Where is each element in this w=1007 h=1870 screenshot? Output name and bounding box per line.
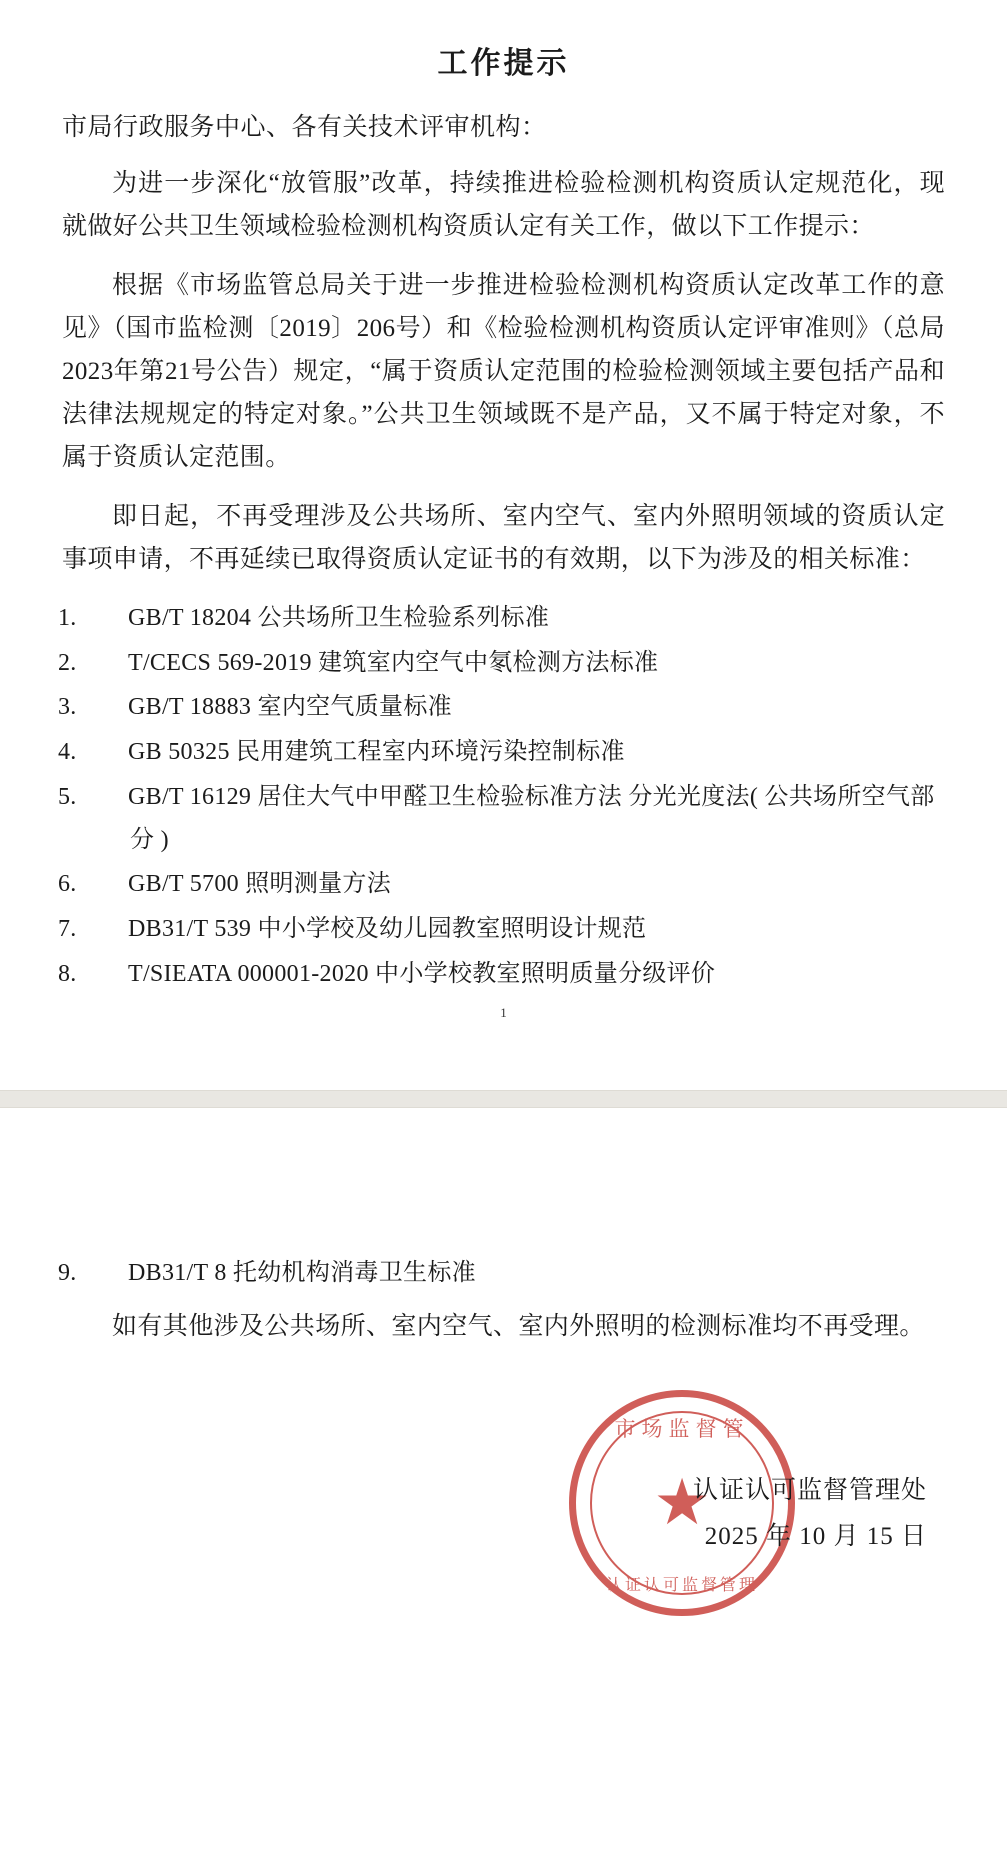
list-item-label: T/SIEATA 000001-2020 中小学校教室照明质量分级评价 — [128, 960, 716, 987]
list-item — [58, 686, 945, 729]
signature-date: 2025 年 10 月 15 日 — [704, 1522, 927, 1550]
list-item-number: 4. — [58, 739, 77, 766]
body-paragraph-3: 即日起，不再受理涉及公共场所、室内空气、室内外照明领域的资质认定事项申请，不再延续已取得资质认定证书的有效期，以下为涉及的相关标准： — [62, 503, 945, 573]
list-item-label: GB/T 5700 照明测量方法 — [128, 871, 392, 898]
list-item — [58, 776, 945, 861]
list-item — [58, 953, 945, 996]
seal-star-icon: ★ — [653, 1466, 711, 1538]
page-number-footer: 1 — [500, 1005, 507, 1021]
list-item-number: 7. — [58, 916, 77, 943]
list-item — [58, 731, 945, 774]
body-paragraph-2: 根据《市场监管总局关于进一步推进检验检测机构资质认定改革工作的意见》（国市监检测〔2019〕206号）和《检验检测机构资质认定评审准则》（总局2023年第21号公告）规定，“属于资质认定范围的检验检测领域主要包括产品和法律法规规定的特定对象。”公共卫生领域既不是产品，又不属于特定对象，不属于资质认定范围。 — [62, 272, 945, 471]
list-item-label: DB31/T 539 中小学校及幼儿园教室照明设计规范 — [128, 916, 647, 943]
signature-department: 认证认可监督管理处 — [692, 1476, 927, 1504]
list-item-label: DB31/T 8 托幼机构消毒卫生标准 — [128, 1260, 476, 1286]
list-item-number: 3. — [58, 694, 77, 721]
list-item — [58, 597, 945, 640]
seal-arc-bottom-text: 认证认可监督管理 — [605, 1576, 758, 1594]
list-item-number: 9. — [58, 1260, 77, 1286]
list-item-number: 8. — [58, 960, 77, 987]
list-item-number: 1. — [58, 605, 77, 631]
body-paragraph-1: 为进一步深化“放管服”改革，持续推进检验检测机构资质认定规范化，现就做好公共卫生领域检验检测机构资质认定有关工作，做以下工作提示： — [62, 170, 945, 240]
seal-arc-top-text: 市场监督管 — [614, 1416, 750, 1441]
closing-paragraph: 如有其他涉及公共场所、室内空气、室内外照明的检测标准均不再受理。 — [112, 1312, 925, 1340]
list-item-label: GB 50325 民用建筑工程室内环境污染控制标准 — [128, 739, 625, 766]
document-page-2 — [0, 1108, 1007, 1788]
standards-list-page2 — [58, 1252, 945, 1295]
list-item — [58, 642, 945, 685]
list-item — [58, 1252, 945, 1295]
standards-list-page1 — [58, 597, 945, 995]
list-item-label: GB/T 18204 公共场所卫生检验系列标准 — [128, 605, 550, 631]
page-separator — [0, 1090, 1007, 1108]
list-item-label: GB/T 16129 居住大气中甲醛卫生检验标准方法 分光光度法( 公共场所空气部分 ) — [128, 783, 935, 853]
list-item — [58, 908, 945, 951]
list-item — [58, 863, 945, 906]
list-item-label: GB/T 18883 室内空气质量标准 — [128, 694, 452, 721]
page-title: 工作提示 — [437, 47, 570, 80]
list-item-number: 2. — [58, 649, 77, 676]
list-item-number: 6. — [58, 871, 77, 898]
list-item-label: T/CECS 569-2019 建筑室内空气中氡检测方法标准 — [128, 649, 659, 676]
list-item-number: 5. — [58, 783, 77, 810]
salutation: 市局行政服务中心、各有关技术评审机构： — [62, 114, 547, 141]
signature-block — [62, 1416, 945, 1594]
